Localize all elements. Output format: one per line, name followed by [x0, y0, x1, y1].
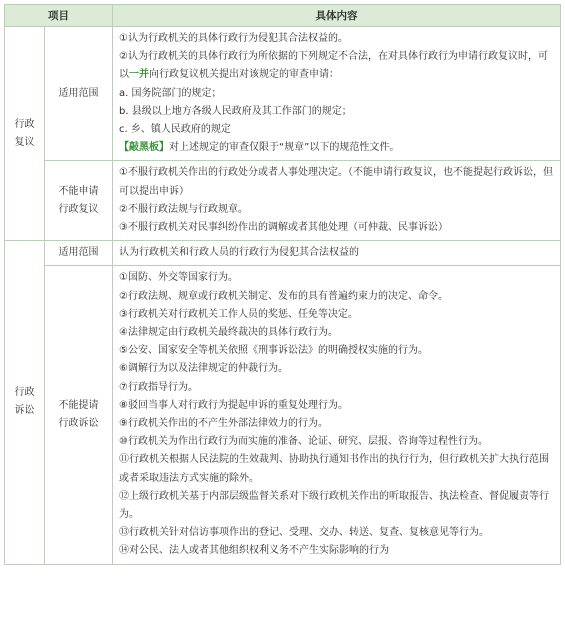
- admin-law-table: [4, 4, 561, 565]
- content-table-wrapper: [4, 4, 561, 565]
- list-item: ⑪行政机关根据人民法院的生效裁判、协助执行通知书作出的执行行为，但行政机关扩大执行范围或者采取违法方式实施的除外。: [119, 454, 549, 484]
- header-item: 项目: [5, 5, 113, 27]
- list-item: ②认为行政机关的具体行政行为所依据的下列规定不合法，在对具体行政行为申请行政复议时，可以一并向行政复议机关提出对该规定的审查申请：: [119, 51, 548, 81]
- content-susong-not: [113, 266, 561, 564]
- list-item: ⑦行政指导行为。: [119, 381, 198, 393]
- content-susong-scope: [113, 241, 561, 266]
- list-item: ②不服行政法规与行政规章。: [119, 203, 248, 215]
- list-item: ⑭对公民、法人或者其他组织权利义务不产生实际影响的行为: [119, 545, 389, 557]
- note-tag: 【敲黑板】: [119, 142, 169, 154]
- list-item: 认为行政机关和行政人员的行政行为侵犯其合法权益的: [119, 247, 359, 259]
- list-item: ⑬行政机关针对信访事项作出的登记、受理、交办、转送、复查、复核意见等行为。: [119, 527, 489, 539]
- list-item: ④法律规定由行政机关最终裁决的具体行政行为。: [119, 327, 338, 339]
- list-item: ⑤公安、国家安全等机关依照《刑事诉讼法》的明确授权实施的行为。: [119, 345, 428, 357]
- list-item: b. 县级以上地方各级人民政府及其工作部门的规定；: [119, 105, 352, 117]
- sub-fuyi-not: 不能申请 行政复议: [45, 161, 113, 241]
- content-fuyi-scope: [113, 27, 561, 161]
- category-susong: 行政 诉讼: [5, 241, 45, 564]
- sub-fuyi-scope: 适用范围: [45, 27, 113, 161]
- highlight-text: 一并: [129, 69, 149, 81]
- sub-susong-not: 不能提请 行政诉讼: [45, 266, 113, 564]
- list-item: a. 国务院部门的规定；: [119, 87, 222, 99]
- list-item: ①不服行政机关作出的行政处分或者人事处理决定。（不能申请行政复议，也不能提起行政诉讼，但可以提出申诉）: [119, 167, 553, 197]
- table-row: [5, 266, 561, 564]
- table-row: [5, 241, 561, 266]
- table-row: [5, 161, 561, 241]
- list-item: ⑧驳回当事人对行政行为提起申诉的重复处理行为。: [119, 399, 348, 411]
- header-row: [5, 5, 561, 27]
- note-item: 【敲黑板】对上述规定的审查仅限于“规章”以下的规范性文件。: [119, 142, 400, 154]
- content-fuyi-not: [113, 161, 561, 241]
- sub-susong-scope: 适用范围: [45, 241, 113, 266]
- list-item: ③行政机关对行政机关工作人员的奖惩、任免等决定。: [119, 308, 358, 320]
- category-fuyi: 行政 复议: [5, 27, 45, 241]
- list-item: ⑨行政机关作出的不产生外部法律效力的行为。: [119, 418, 328, 430]
- table-row: [5, 27, 561, 161]
- list-item: ③不服行政机关对民事纠纷作出的调解或者其他处理（可仲裁、民事诉讼）: [119, 222, 448, 234]
- list-item: ⑫上级行政机关基于内部层级监督关系对下级行政机关作出的听取报告、执法检查、督促履责等行为。: [119, 490, 549, 521]
- list-item: ⑥调解行为以及法律规定的仲裁行为。: [119, 363, 288, 375]
- list-item: ①国防、外交等国家行为。: [119, 272, 238, 284]
- list-item: ⑩行政机关为作出行政行为而实施的准备、论证、研究、层报、咨询等过程性行为。: [119, 436, 488, 448]
- list-item: ①认为行政机关的具体行政行为侵犯其合法权益的。: [119, 33, 348, 44]
- list-item: ②行政法规、规章或行政机关制定、发布的具有普遍约束力的决定、命令。: [119, 290, 448, 302]
- list-item: c. 乡、镇人民政府的规定: [119, 124, 231, 136]
- header-content: 具体内容: [113, 5, 561, 27]
